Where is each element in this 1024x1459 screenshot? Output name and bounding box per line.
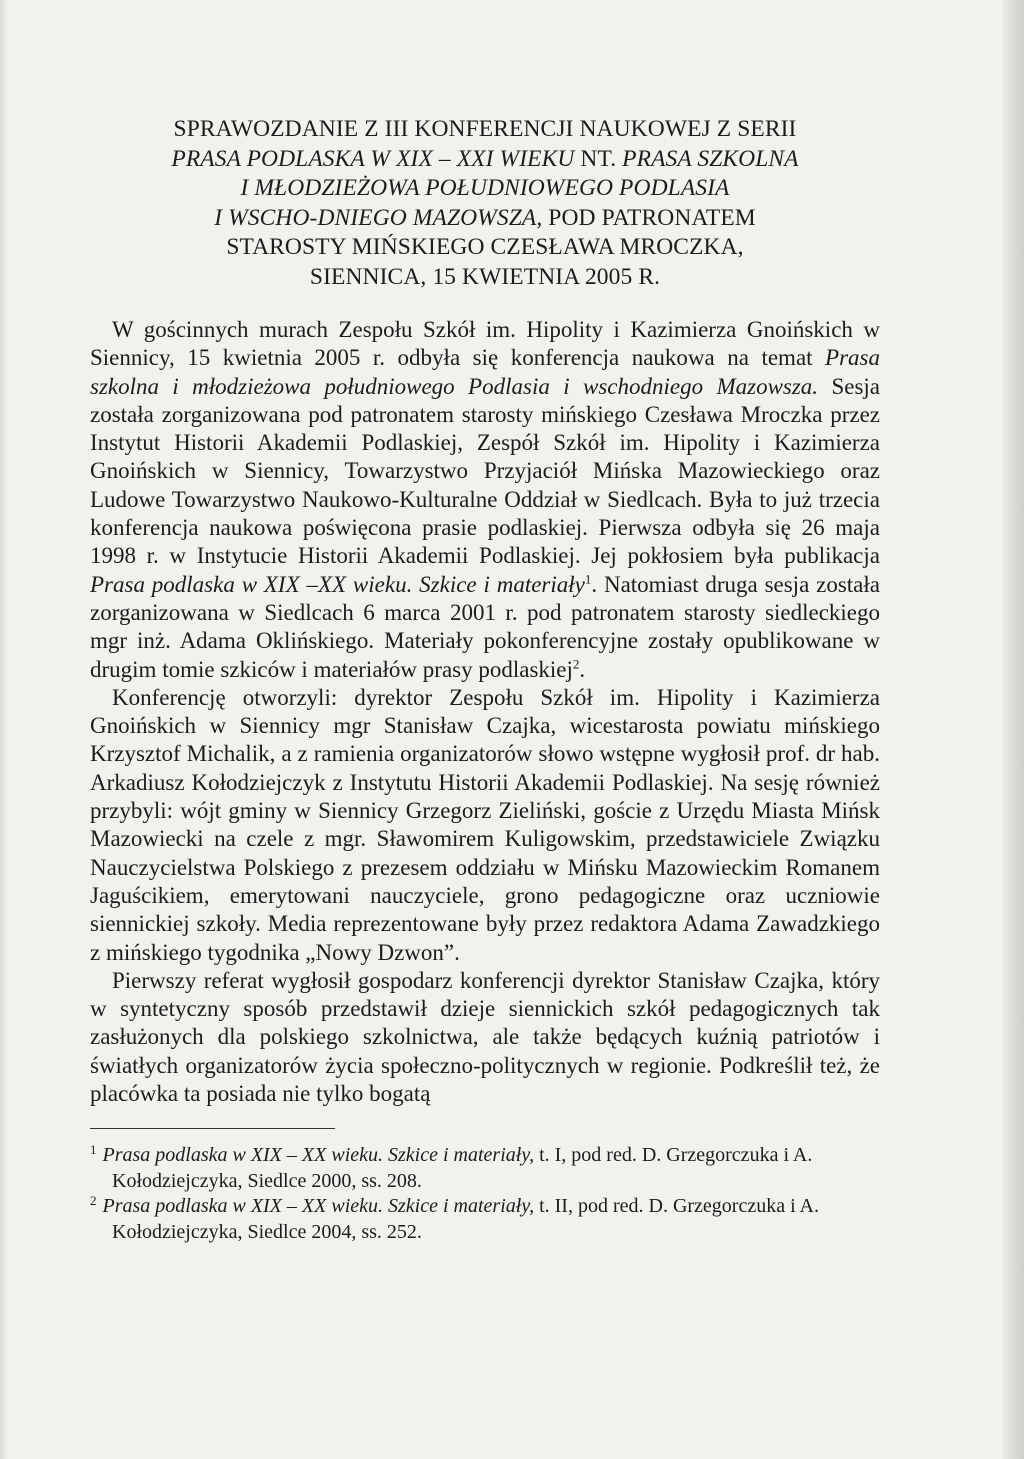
title-line-3: I MŁODZIEŻOWA POŁUDNIOWEGO PODLASIA	[240, 175, 730, 201]
footnote-2	[90, 1194, 880, 1245]
footnote-2-number: 2	[90, 1192, 97, 1208]
title-line-4-italic: I WSCHO-DNIEGO MAZOWSZA,	[214, 204, 543, 231]
footnote-2-title: Prasa podlaska w XIX – XX wieku. Szkice i materiały,	[102, 1195, 535, 1218]
page-content	[90, 115, 880, 1245]
paragraph-1-text-e: . Natomiast druga sesja została zorganizowana w Siedlcach 6 marca 2001 r. pod patronatem starosty siedleckiego mgr inż. Adama Oklińskiego. Materiały pokonferencyjne zostały opublikowane w drugim tomie szkiców i materiałów prasy podlaskiej	[90, 571, 880, 682]
title-line-2-italic: PRASA PODLASKA W XIX – XXI WIEKU	[171, 145, 575, 172]
paragraph-1	[90, 316, 880, 684]
title-line-4	[90, 204, 880, 234]
footnote-ref-2: 2	[572, 655, 580, 671]
title-line-2	[90, 145, 880, 175]
title-line-5: STAROSTY MIŃSKIEGO CZESŁAWA MROCZKA,	[226, 234, 744, 260]
footnote-1-title: Prasa podlaska w XIX – XX wieku. Szkice i materiały,	[102, 1144, 535, 1167]
report-title	[90, 115, 880, 292]
title-line-4-plain: POD PATRONATEM	[542, 204, 756, 231]
paragraph-1-text-c: Sesja została zorganizowana pod patronatem starosty mińskiego Czesława Mroczka przez Instytut Historii Akademii Podlaskiej, Zespół Szkół im. Hipolity i Kazimierza Gnoińskich w Siennicy, Towarzystwo Przyjaciół Mińska Mazowieckiego oraz Ludowe Towarzystwo Naukowo-Kulturalne Oddział w Siedlcach. Była to już trzecia konferencja naukowa poświęcona prasie podlaskiej. Pierwsza odbyła się 26 maja 1998 r. w Instytucie Historii Akademii Podlaskiej. Jej pokłosiem była publikacja	[90, 373, 880, 569]
footnote-1	[90, 1143, 880, 1194]
paragraph-1-publication-italic: Prasa podlaska w XIX –XX wieku. Szkice i materiały	[90, 571, 585, 597]
paragraph-3: Pierwszy referat wygłosił gospodarz konferencji dyrektor Stanisław Czajka, który w syntetyczny sposób przedstawił dzieje siennickich szkół pedagogicznych tak zasłużonych dla polskiego szkolnictwa, ale także będących kuźnią patriotów i światłych organizatorów życia społeczno-politycznych w regionie. Podkreślił też, że placówka ta posiada nie tylko bogatą	[90, 967, 880, 1107]
paragraph-1-text-f: .	[579, 656, 586, 682]
page-right-edge	[1002, 0, 1024, 1459]
footnotes	[90, 1143, 880, 1245]
footnote-2-details: t. II, pod red. D. Grzegorczuka i A. Kołodziejczyka, Siedlce 2004, ss. 252.	[112, 1195, 819, 1243]
title-line-2-plain: NT.	[574, 145, 623, 172]
paragraph-2: Konferencję otworzyli: dyrektor Zespołu Szkół im. Hipolity i Kazimierza Gnoińskich w Siennicy mgr Stanisław Czajka, wicestarosta powiatu mińskiego Krzysztof Michalik, a z ramienia organizatorów słowo wstępne wygłosił prof. dr hab. Arkadiusz Kołodziejczyk z Instytutu Historii Akademii Podlaskiej. Na sesję również przybyli: wójt gminy w Siennicy Grzegorz Zieliński, goście z Urzędu Miasta Mińsk Mazowiecki na czele z mgr. Sławomirem Kuligowskim, przedstawiciele Związku Nauczycielstwa Polskiego z prezesem oddziału w Mińsku Mazowieckim Romanem Jaguścikiem, emerytowani nauczyciele, grono pedagogiczne oraz uczniowie siennickiej szkoły. Media reprezentowane były przez redaktora Adama Zawadzkiego z mińskiego tygodnika „Nowy Dzwon”.	[90, 684, 880, 965]
title-line-1: SPRAWOZDANIE Z III KONFERENCJI NAUKOWEJ Z SERII	[173, 116, 797, 142]
footnote-1-details: t. I, pod red. D. Grzegorczuka i A. Kołodziejczyka, Siedlce 2000, ss. 208.	[112, 1144, 813, 1192]
paragraph-1-text-a: W gościnnych murach Zespołu Szkół im. Hipolity i Kazimierza Gnoińskich w Siennicy, 15 kwietnia 2005 r. odbyła się konferencja naukowa na temat	[90, 317, 880, 371]
footnote-1-number: 1	[90, 1141, 97, 1157]
footnote-separator	[90, 1128, 335, 1129]
article-body	[90, 316, 880, 1108]
footnote-ref-1: 1	[584, 571, 592, 587]
page-left-edge	[0, 0, 8, 1459]
title-line-2-italic-2: PRASA SZKOLNA	[622, 145, 799, 172]
paragraph-1-title-italic: Prasa szkolna i młodzieżowa południowego Podlasia i wschodniego Mazowsza.	[90, 345, 880, 399]
title-line-6: SIENNICA, 15 KWIETNIA 2005 R.	[309, 263, 661, 290]
